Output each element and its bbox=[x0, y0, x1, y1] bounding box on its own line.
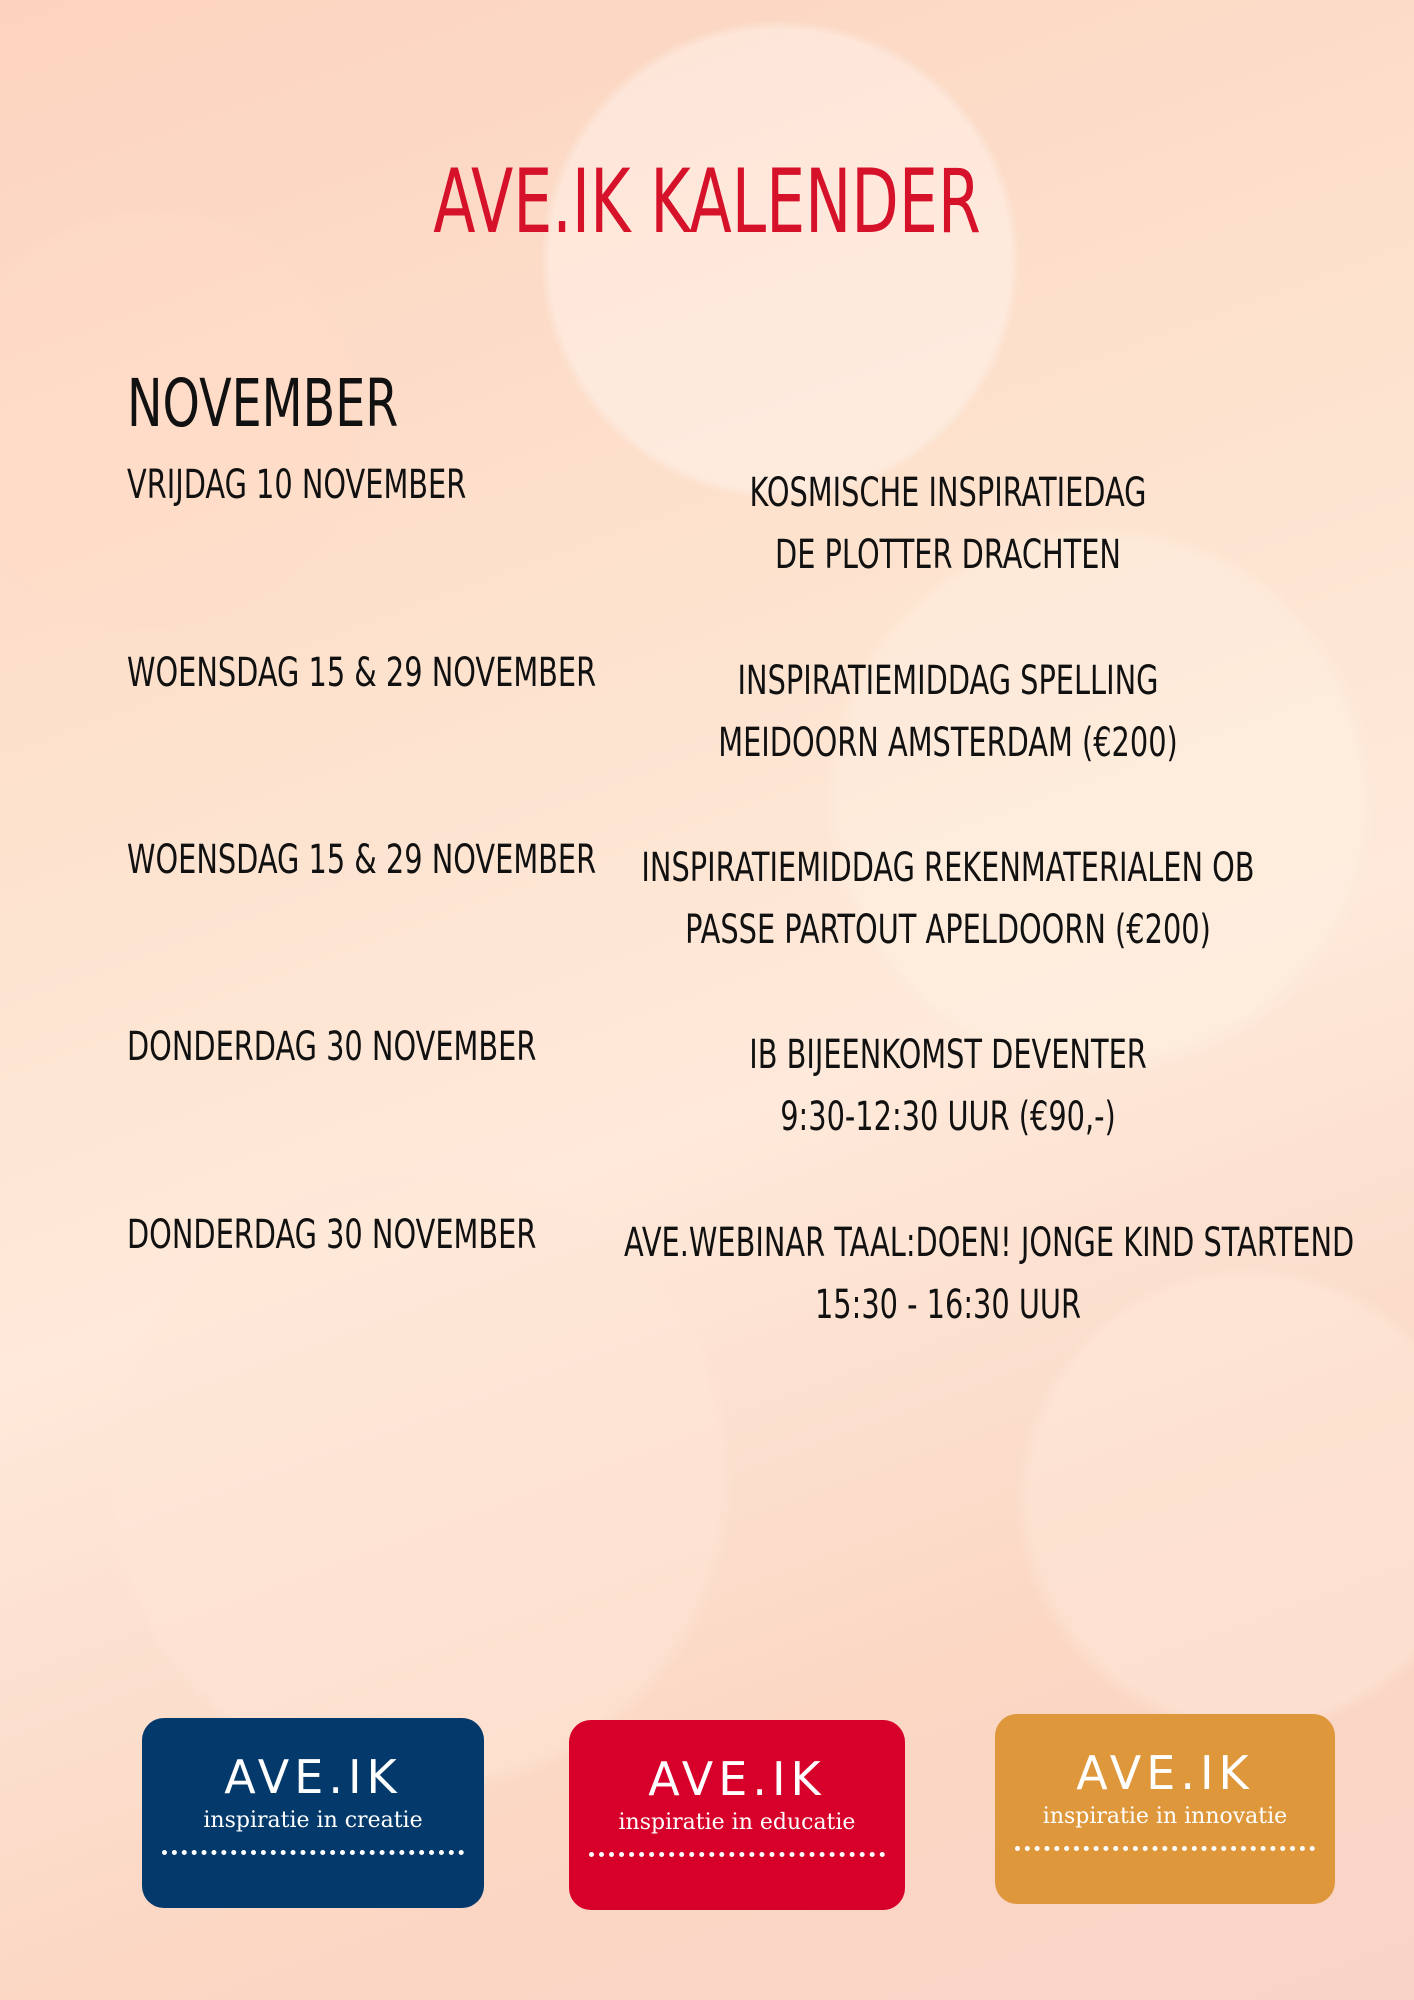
event-row bbox=[0, 1212, 1414, 1352]
event-date: DONDERDAG 30 NOVEMBER bbox=[127, 1212, 537, 1258]
event-description bbox=[624, 462, 1272, 586]
logo-tagline: inspiratie in innovatie bbox=[1042, 1804, 1288, 1829]
event-line: 15:30 - 16:30 UUR bbox=[814, 1282, 1082, 1328]
event-line: PASSE PARTOUT APELDOORN (€200) bbox=[685, 907, 1211, 953]
event-date: VRIJDAG 10 NOVEMBER bbox=[127, 462, 467, 508]
event-line: 9:30-12:30 UUR (€90,-) bbox=[780, 1094, 1116, 1140]
logo-brand: AVE.IK bbox=[648, 1752, 826, 1806]
event-line: IB BIJEENKOMST DEVENTER bbox=[749, 1032, 1147, 1078]
logo-tagline: inspiratie in educatie bbox=[618, 1810, 856, 1835]
event-date: WOENSDAG 15 & 29 NOVEMBER bbox=[127, 650, 597, 696]
logo-educatie bbox=[569, 1720, 905, 1910]
event-line: MEIDOORN AMSTERDAM (€200) bbox=[718, 720, 1178, 766]
event-row bbox=[0, 462, 1414, 602]
dotted-divider bbox=[1015, 1846, 1315, 1851]
event-line: INSPIRATIEMIDDAG REKENMATERIALEN OB bbox=[641, 845, 1255, 891]
event-date: DONDERDAG 30 NOVEMBER bbox=[127, 1024, 537, 1070]
event-date: WOENSDAG 15 & 29 NOVEMBER bbox=[127, 837, 597, 883]
event-row bbox=[0, 837, 1414, 977]
logo-innovatie bbox=[995, 1714, 1335, 1904]
logo-tagline: inspiratie in creatie bbox=[203, 1808, 423, 1833]
event-row bbox=[0, 1024, 1414, 1164]
event-line: DE PLOTTER DRACHTEN bbox=[775, 532, 1121, 578]
event-line: KOSMISCHE INSPIRATIEDAG bbox=[749, 470, 1147, 516]
event-description bbox=[624, 1212, 1355, 1336]
logo-brand: AVE.IK bbox=[224, 1750, 402, 1804]
logo-creatie bbox=[142, 1718, 484, 1908]
event-line: AVE.WEBINAR TAAL:DOEN! JONGE KIND STARTEND bbox=[624, 1220, 1355, 1266]
logo-brand: AVE.IK bbox=[1076, 1746, 1254, 1800]
dotted-divider bbox=[589, 1852, 885, 1857]
event-description bbox=[624, 837, 1272, 961]
event-description bbox=[624, 1024, 1272, 1148]
event-row bbox=[0, 650, 1414, 790]
event-description bbox=[624, 650, 1272, 774]
dotted-divider bbox=[162, 1850, 464, 1855]
month-heading: NOVEMBER bbox=[127, 365, 399, 442]
page-title: AVE.IK KALENDER bbox=[433, 150, 981, 253]
event-line: INSPIRATIEMIDDAG SPELLING bbox=[737, 658, 1159, 704]
